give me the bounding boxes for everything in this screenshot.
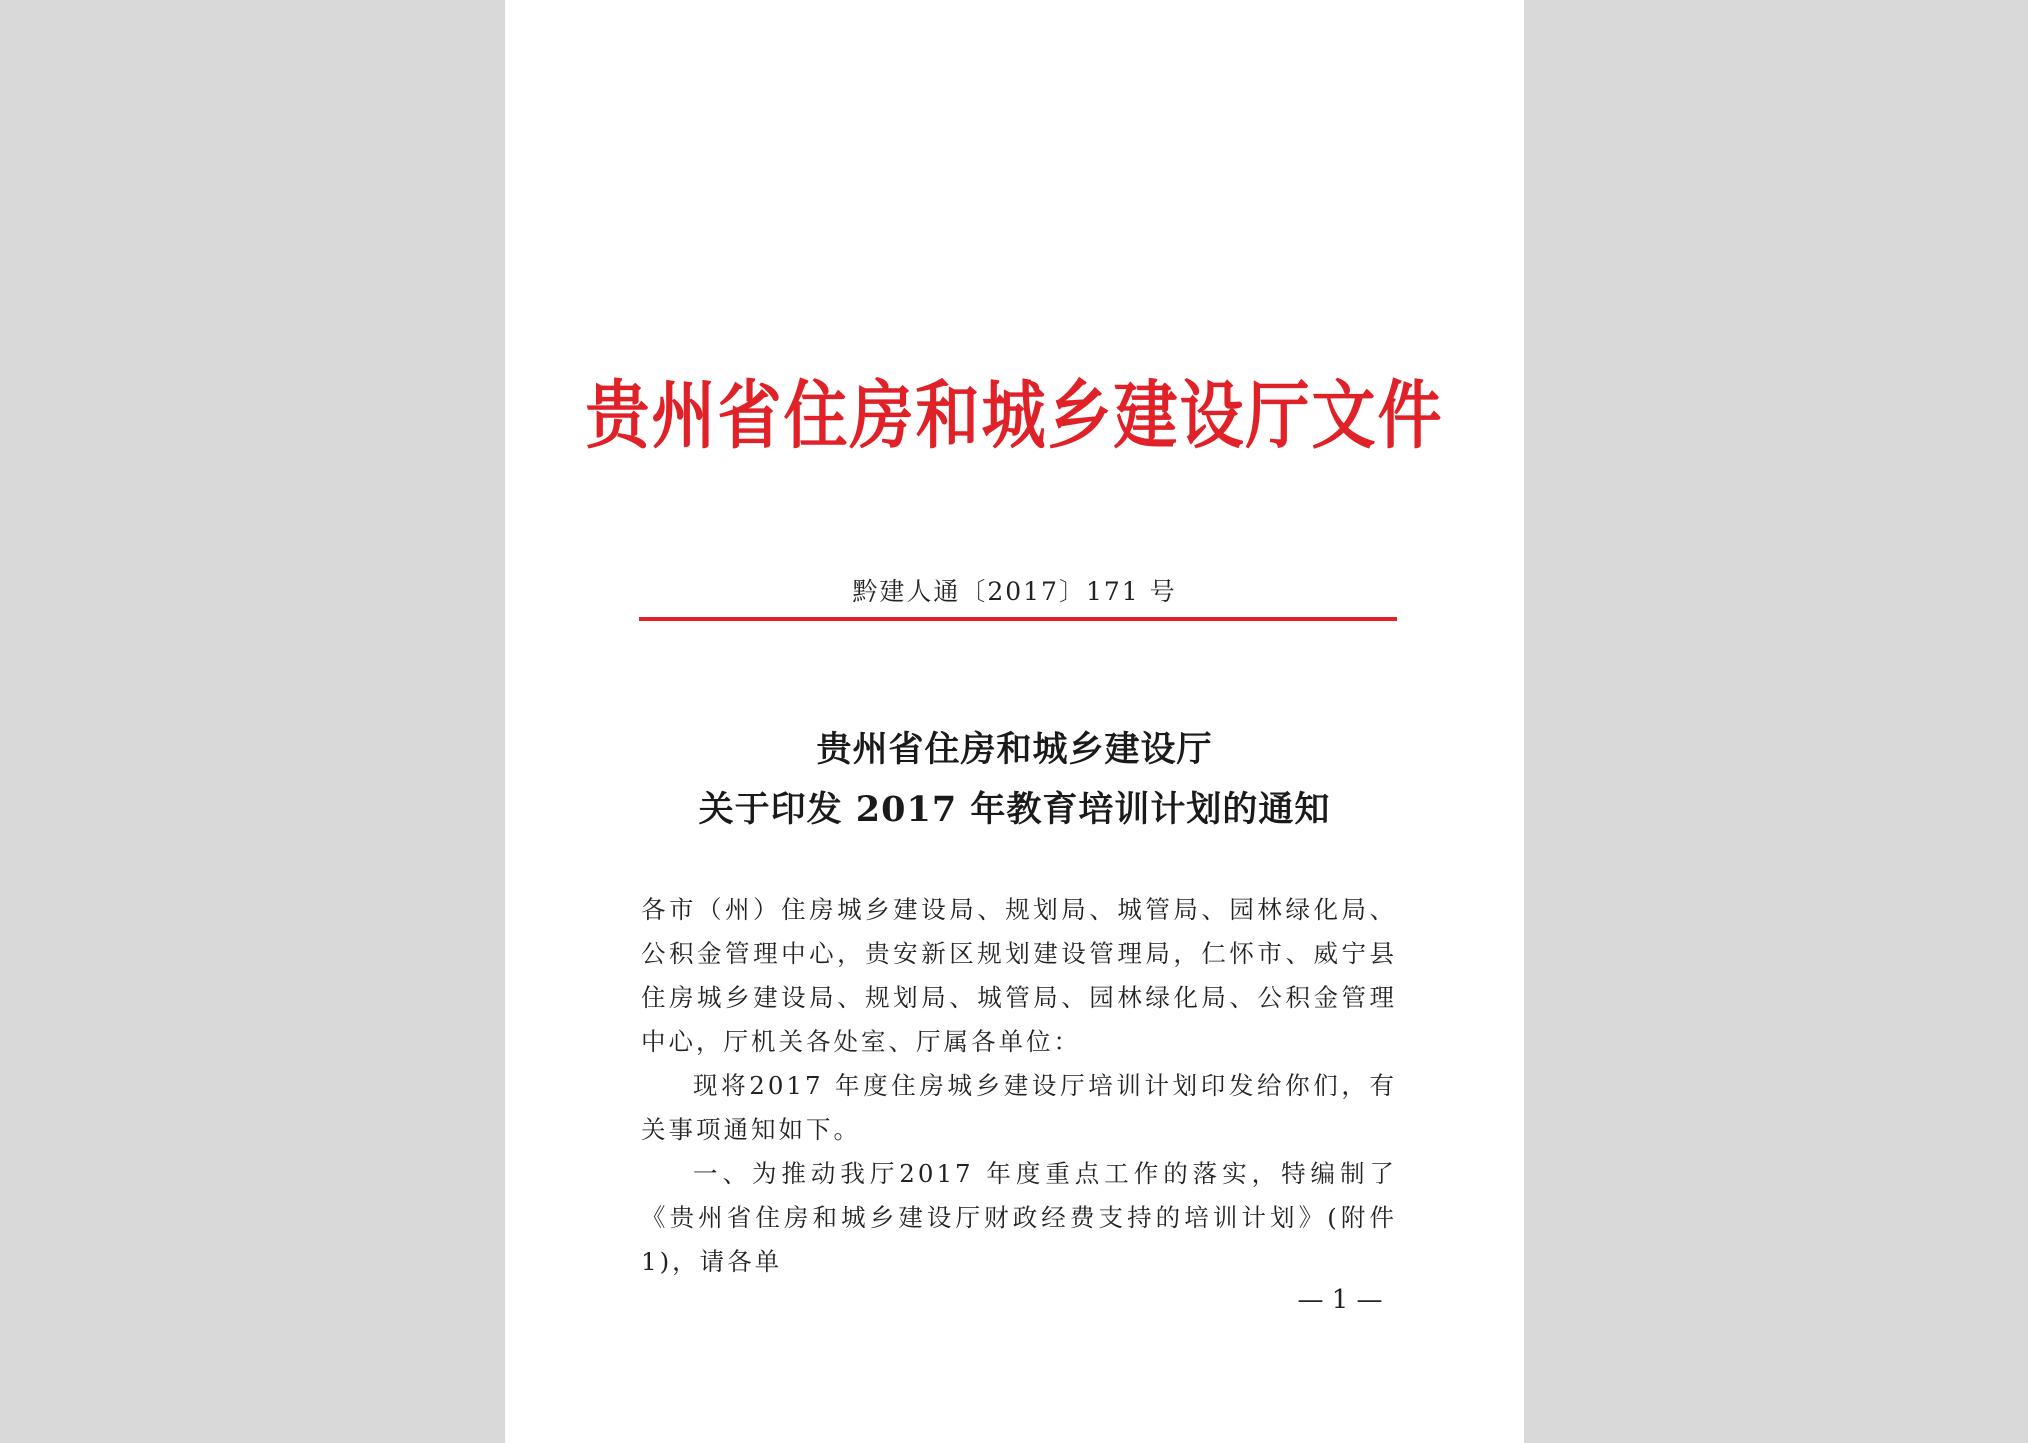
document-body [641,888,1397,1284]
notice-title-line-2: 关于印发 2017 年教育培训计划的通知 [698,789,1331,830]
document-page [505,0,1524,1443]
recipients-paragraph: 各市（州）住房城乡建设局、规划局、城管局、园林绿化局、公积金管理中心，贵安新区规划建设管理局，仁怀市、威宁县住房城乡建设局、规划局、城管局、园林绿化局、公积金管理中心，厅机关各处室、厅属各单位： [641,895,1397,1056]
body-paragraph-1: 现将2017 年度住房城乡建设厅培训计划印发给你们，有关事项通知如下。 [641,1071,1397,1144]
red-divider-line [639,617,1397,621]
document-number: 黔建人通〔2017〕171 号 [852,577,1177,606]
document-header-title: 贵州省住房和城乡建设厅文件 [585,374,1444,460]
page-number: — 1 — [1297,1285,1383,1315]
body-paragraph-2: 一、为推动我厅2017 年度重点工作的落实，特编制了《贵州省住房和城乡建设厅财政经费支持的培训计划》(附件1)，请各单 [641,1159,1397,1276]
notice-title-line-1: 贵州省住房和城乡建设厅 [816,729,1213,770]
